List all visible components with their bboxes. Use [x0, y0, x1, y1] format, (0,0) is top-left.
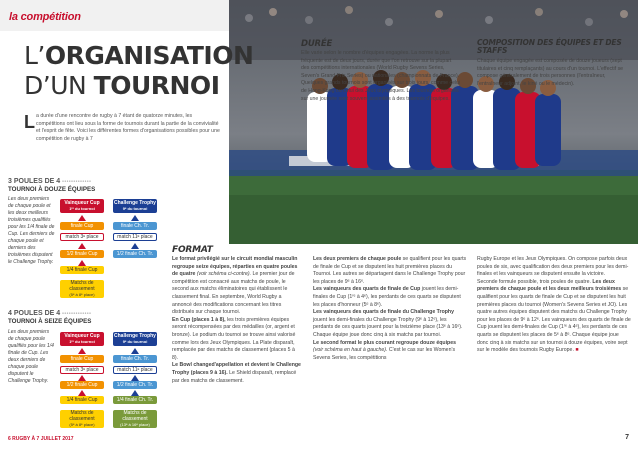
- page-number: 7: [625, 434, 629, 441]
- section2-note: Les deux premiers de chaque poule qualifiés pour les 1/4 finale de Cup. Les deux derniers de chaque poule disputent le Challenge Trophy.: [8, 329, 54, 384]
- d1-arrow-1: [78, 215, 86, 221]
- col3-p4-note: (voir schéma en haut à gauche).: [313, 347, 388, 354]
- col3-p1: se qualifient pour les quarts de finale de Cup et se disputent les huit premières places du Tournoi. Les autres se départagent dans le Challenge Trophy pour les places de 9ᵉ à 16ᵉ.: [313, 256, 467, 285]
- end-mark-icon: ■: [575, 347, 579, 354]
- d2-match-3e-place: match 3ᵉ place: [60, 366, 104, 374]
- col3-p4: C'est le cas sur les Women's Sevens Series, les compétitions: [313, 347, 456, 361]
- d1-finale-ch: finale Ch. Tr.: [113, 222, 157, 230]
- format-body: [172, 256, 302, 385]
- d2-vainqueur-cup: Vainqueur Cup 1ʳᵉ du tournoi: [60, 332, 104, 346]
- col3-p3: jouent les demi-finales du Challenge Trophy (9ᵉ à 12ᵉ), les perdants de ces quarts jouent pour la treizième place (13ᵉ à 16ᵉ). Chaque équipe joue donc cinq à six matchs par tournoi.: [313, 316, 463, 338]
- d1-demi-ch: 1/2 finale Ch. Tr.: [113, 250, 157, 258]
- d2-match-11e-place: match 11ᵉ place: [113, 366, 157, 374]
- d2-challenge-trophy: Challenge Trophy 9ᵉ du tournoi: [114, 333, 156, 344]
- rugby-team-photo: [229, 0, 638, 244]
- page-title: [24, 41, 254, 101]
- d1-arrow-2: [78, 243, 86, 249]
- col4-p2b: se qualifient pour les quarts de finale de Cup et se disputent les huit premières places du tournoi (Women's Sevens Series et JO). Les quatre autres équipes disputent des matchs du Challenge Trophy pour les places de 9ᵉ à 12ᵉ. Les vainqueurs des quarts de finale de Cup jouent les demi-finales de Cup (1ʳᵉ à 4ᵉ), les perdants de ces quarts se disputent les places de 5ᵉ à 8ᵉ. Chaque équipe joue donc cinq à six matchs sur un tournoi à douze équipes, voire sept sur le modèle des tournois Rugby Europe.: [477, 286, 631, 354]
- section-label: la compétition: [9, 11, 81, 23]
- column-3: [313, 256, 467, 362]
- d2-matchs-classement-left: Matchs de classement (5ᵉ à 8ᵉ place): [60, 410, 104, 428]
- format-lead: Le format privilégié sur le circuit mondial masculin regroupe seize équipes, réparties en quatre poules de quatre: [172, 256, 298, 278]
- intro-dropcap: L: [24, 112, 35, 132]
- d1-match-3e-place: match 3ᵉ place: [60, 233, 104, 241]
- d2-finale-cup: finale Cup: [60, 355, 104, 363]
- title-line-1: L’ORGANISATION: [24, 41, 254, 70]
- format-text-1: Le premier jour de compétition est consacré aux matchs de poule, le second aux matchs éliminatoires qui établissent le classement final. En septembre, World Rugby a annoncé des modifications concernant les titres distribués sur chaque tournoi.: [172, 271, 295, 316]
- col3-p2-strong: Les vainqueurs des quarts de finale de Cup: [313, 286, 421, 293]
- composition-text: Chaque équipe engagée est composée de douze joueurs (sept titulaires et cinq remplaçants) au cours d'un tournoi. L'effectif se compose généralement de trois personnes (l'entraîneur, l'entraîneur adjoint, le kiné ou le médecin).: [477, 58, 624, 87]
- d1-finale-cup: finale Cup: [60, 222, 104, 230]
- section1-title: TOURNOI À DOUZE ÉQUIPES: [8, 186, 96, 193]
- format-text-3: Le Shield disparaît, remplacé par des matchs de classement.: [172, 369, 297, 384]
- d1-arrow-5: [131, 243, 139, 249]
- d1-arrow-4: [131, 215, 139, 221]
- section1-number: 3 POULES DE 4 •••••••••••••: [8, 178, 92, 185]
- duree-text: Elle varie selon le nombre d'équipes engagées. La norme la plus fréquente est de deux jours, durée que l'on retrouve sur la plupart des compétitions internationales (World Rugby Sevens Series, Seven's Grand Prix Series) ou nationales (championnats de France). Quelques grands tournois sont organisés sur trois jours, comme celui de Hong-Kong ou celui des Jeux olympiques. Les tournois organisés sur une journée sont souvent assimilés à des tournois d'équipes.: [301, 50, 461, 102]
- footer-left: 6 RUGBY À 7 JUILLET 2017: [8, 436, 74, 442]
- d2-demi-cup: 1/2 finale Cup: [60, 381, 104, 389]
- d1-matchs-classement: Matchs de classement (5ᵉ à 8ᵉ place): [60, 280, 104, 298]
- d1-demi-cup: 1/2 finale Cup: [60, 250, 104, 258]
- composition-heading: COMPOSITION DES ÉQUIPES ET DES STAFFS: [477, 38, 622, 55]
- duree-heading: DURÉE: [301, 39, 333, 49]
- d2-quart-ch: 1/4 finale Ch. Tr.: [113, 396, 157, 404]
- format-cup-label: En Cup (places 1 à 8),: [172, 316, 226, 323]
- col3-p1-strong: Les deux premiers de chaque poule: [313, 256, 402, 262]
- d2-matchs-classement-right: Matchs de classement (13ᵉ à 16ᵉ place): [113, 410, 157, 428]
- format-lead-note: (voir schéma ci-contre).: [196, 271, 252, 278]
- d2-arrow-1: [78, 348, 86, 354]
- col3-p2: jouent les demi-finales de Cup (1ʳᵉ à 4ᵉ), les perdants de ces quarts se disputent les places d'honneur (5ᵉ à 8ᵉ).: [313, 286, 461, 308]
- section1-note: Les deux premiers de chaque poule et les deux meilleurs troisièmes qualifiés pour les 1/4 finale de Cup. Les derniers de chaque poule et derniers des troisièmes disputent le Challenge Trophy.: [8, 196, 55, 265]
- column-4: [477, 256, 631, 355]
- section2-title: TOURNOI À SEIZE ÉQUIPES: [8, 318, 92, 325]
- intro-paragraph: a durée d'une rencontre de rugby à 7 étant de quatorze minutes, les compétitions ont lieu sous la forme de tournois durant la partie de la convivialité et l'esprit de fête. Voici les différentes formes d'organisations possibles pour une compétition de rugby à 7: [36, 113, 220, 142]
- format-bowl-label: Le Bowl changed'appellation et devient le Challenge Trophy (places 9 à 16).: [172, 362, 301, 376]
- d1-quart-cup: 1/4 finale Cup: [60, 266, 104, 274]
- col4-p2-strong: Les deux premiers de chaque poule et les deux meilleurs troisièmes: [477, 278, 622, 293]
- d2-finale-ch: finale Ch. Tr.: [113, 355, 157, 363]
- title-line-2: D’UN TOURNOI: [24, 71, 220, 100]
- d1-vainqueur-cup: Vainqueur Cup 1ʳᵉ du tournoi: [60, 199, 104, 213]
- d1-challenge-trophy: Challenge Trophy 9ᵉ du tournoi: [114, 200, 156, 211]
- col3-p3-strong: Les vainqueurs des quarts de finale du Challenge Trophy: [313, 309, 454, 316]
- col4-p2: Seconde formule possible, trois poules de quatre.: [477, 278, 591, 285]
- d2-arrow-4: [131, 348, 139, 354]
- photo-illustration: [229, 0, 638, 244]
- d1-match-11e-place: match 11ᵉ place: [113, 233, 157, 241]
- d2-quart-cup: 1/4 finale Cup: [60, 396, 104, 404]
- section2-number: 4 POULES DE 4 •••••••••••••: [8, 310, 92, 317]
- col3-p4-strong: Le second format le plus courant regroupe douze équipes: [313, 339, 456, 346]
- d2-demi-ch: 1/2 finale Ch. Tr.: [113, 381, 157, 389]
- format-heading: FORMAT: [172, 245, 213, 255]
- col4-p1: Rugby Europe et les Jeux Olympiques. On compose parfois deux poules de six, avec qualification des deux premiers pour les demi-finales et les vainqueurs se disputent ensuite la victoire.: [477, 256, 629, 278]
- format-text-2: les trois premières équipes seront récompensées par des médailles (or, argent et bronze). Le podium du tournoi se trouve ainsi valorisé comme lors des Jeux Olympiques. La Plate disparaît, remplacée par des matchs de classement (places 5 à 8).: [172, 316, 296, 361]
